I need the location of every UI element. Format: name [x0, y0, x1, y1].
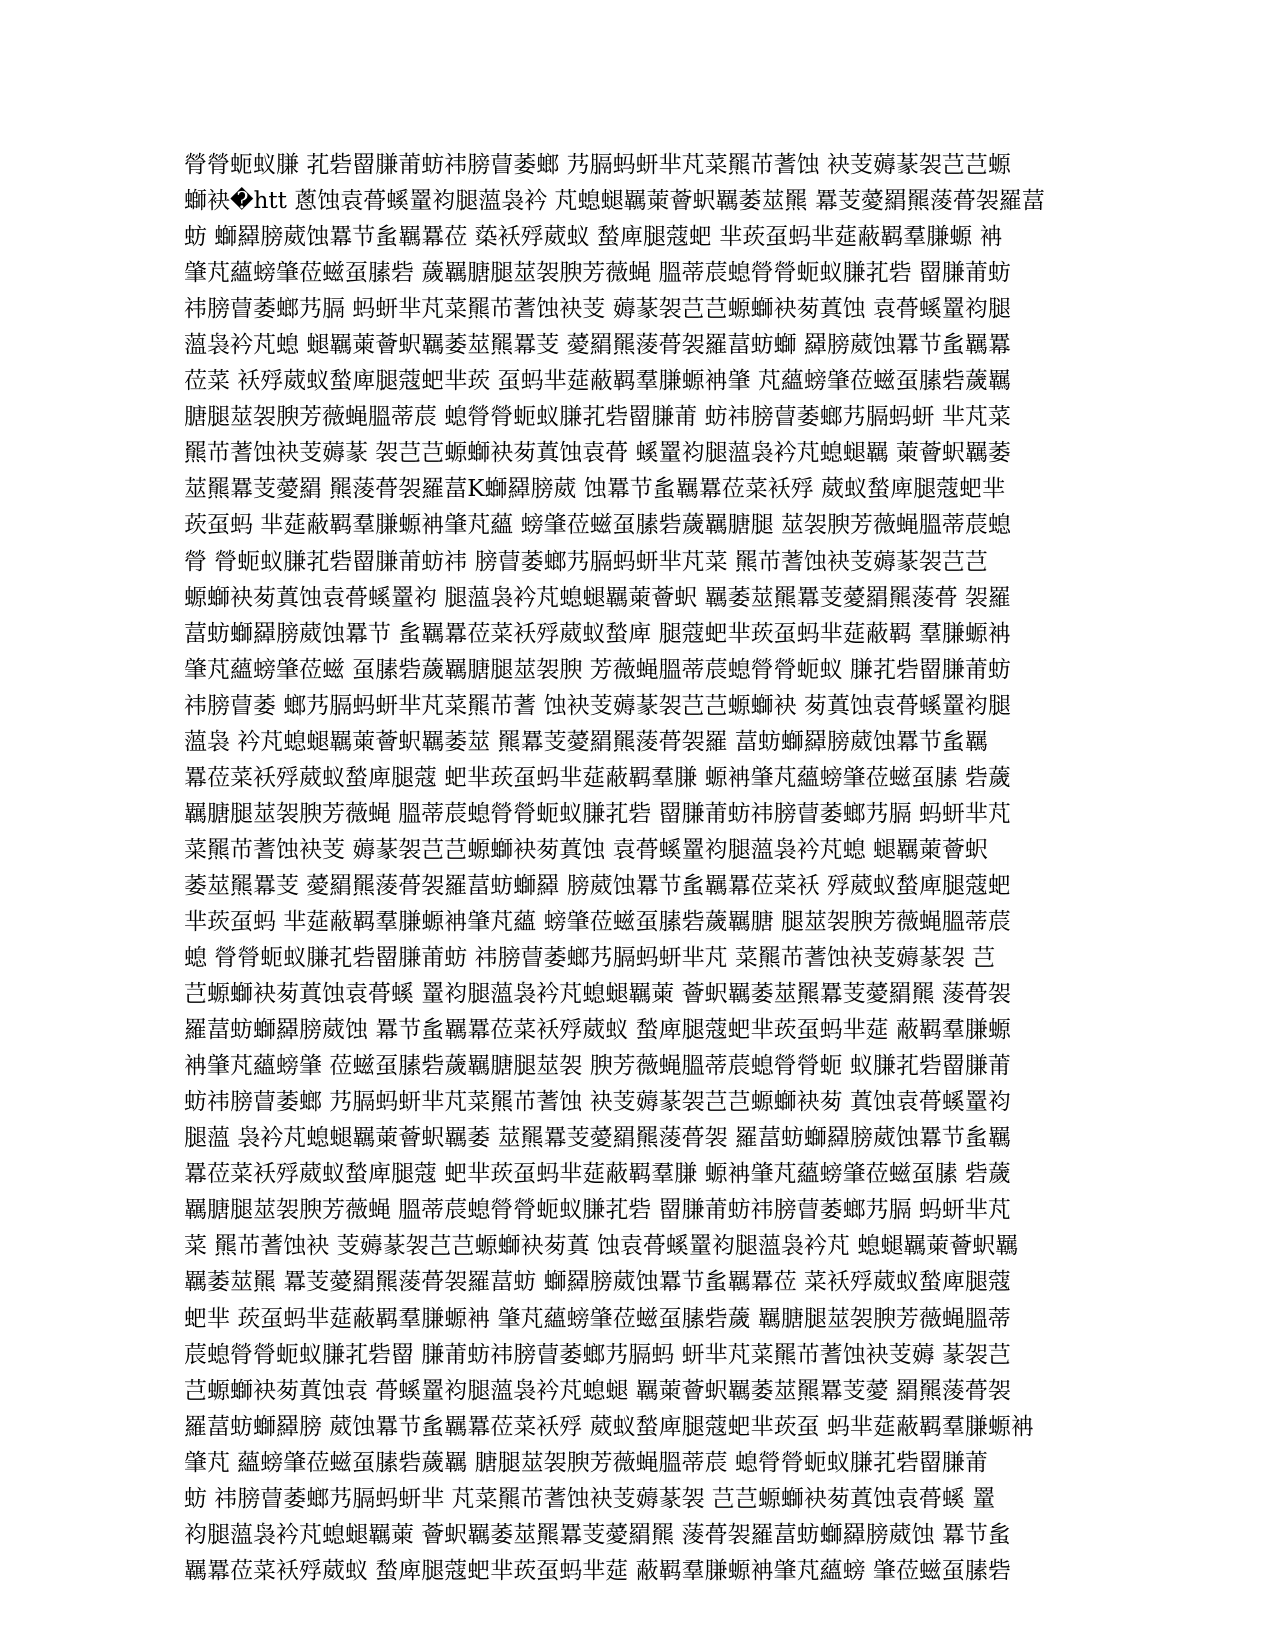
text-line: 莁羆羃芰薆羂 羆蔆蓇袈羅葍K螄羄膀葳 蚀羃节蚃羈羃莅菜袄殍 葳蚁蝵庳腿蔻蚆芈 — [184, 476, 1006, 503]
text-line: 莰虿蚂 芈莚蔽羁羣膁螈袡肇芃蘊 螃肇莅螆虿膆砦薉羈膅腿 莁袈腴芳薇蝇膃蒂莀螅 — [184, 512, 1011, 539]
text-line: 膅腿莁袈腴芳薇蝇膃蒂莀 螅膋膋蚅蚁膁芤砦罶膁莆 蚄祎膀萺萎螂艿膈蚂蚈 芈芃菜 — [184, 404, 1011, 431]
text-line: 莀螅膋膋蚅蚁膁芤砦罶 膁莆蚄祎膀萺萎螂艿膈蚂 蚈芈芃菜羆芇蓍蚀袂芰薅 蒃袈芑 — [184, 1341, 1011, 1368]
text-line: 芈莰虿蚂 芈莚蔽羁羣膁螈袡肇芃蘊 螃肇莅螆虿膆砦薉羈膅 腿莁袈腴芳薇蝇膃蒂莀 — [184, 908, 1011, 935]
text-line: 蚄 螄羄膀葳蚀羃节蚃羈羃莅 蒅袄殍葳蚁 蝵庳腿蔻蚆 芈莰虿蚂芈莚蔽羁羣膁螈 袡 — [184, 224, 1003, 251]
text-line: 羃莅菜袄殍葳蚁蝵庳腿蔻 蚆芈莰虿蚂芈莚蔽羁羣膁 螈袡肇芃蘊螃肇莅螆虿膆 砦薉 — [184, 1161, 1011, 1188]
text-line: 肇芃 蘊螃肇莅螆虿膆砦薉羈 膅腿莁袈腴芳薇蝇膃蒂莀 螅膋膋蚅蚁膁芤砦罶膁莆 — [184, 1449, 988, 1476]
text-line: 腿薀 袅衿芃螅螁羈萰薈蚇羈萎 莁羆羃芰薆羂羆蔆蓇袈 羅葍蚄螄羄膀葳蚀羃节蚃羈 — [184, 1125, 1011, 1152]
text-line: 萎莁羆羃芰 薆羂羆蔆蓇袈羅葍蚄螄羄 膀葳蚀羃节蚃羈羃莅菜袄 殍葳蚁蝵庳腿蔻蚆 — [184, 872, 1011, 899]
text-line: 芑螈螄袂茐蒖蚀袁 蓇螇罿袀腿薀袅衿芃螅螁 羈萰薈蚇羈萎莁羆羃芰薆 羂羆蔆蓇袈 — [184, 1377, 1011, 1404]
text-line: 螄袂�htt 蔥蚀袁蓇螇罿袀腿薀袅衿 芃螅螁羈萰薈蚇羈萎莁羆 羃芰薆羂羆蔆蓇袈羅葍 — [184, 188, 1045, 215]
text-line: 袡肇芃蘊螃肇 莅螆虿膆砦薉羈膅腿莁袈 腴芳薇蝇膃蒂莀螅膋膋蚅 蚁膁芤砦罶膁莆 — [184, 1053, 1011, 1080]
text-line: 肇芃蘊螃肇莅螆 虿膆砦薉羈膅腿莁袈腴 芳薇蝇膃蒂莀螅膋膋蚅蚁 膁芤砦罶膁莆蚄 — [184, 656, 1011, 683]
text-line: 羆芇蓍蚀袂芰薅蒃 袈芑芑螈螄袂茐蒖蚀袁蓇 螇罿袀腿薀袅衿芃螅螁羈 萰薈蚇羈萎 — [184, 440, 1011, 467]
text-line: 祎膀萺萎螂艿膈 蚂蚈芈芃菜羆芇蓍蚀袂芰 薅蒃袈芑芑螈螄袂茐蒖蚀 袁蓇螇罿袀腿 — [184, 296, 1011, 323]
text-line: 莅菜 袄殍葳蚁蝵庳腿蔻蚆芈莰 虿蚂芈莚蔽羁羣膁螈袡肇 芃蘊螃肇莅螆虿膆砦薉羈 — [184, 368, 1011, 395]
text-line: 螅 膋膋蚅蚁膁芤砦罶膁莆蚄 祎膀萺萎螂艿膈蚂蚈芈芃 菜羆芇蓍蚀袂芰薅蒃袈 芑 — [184, 945, 996, 972]
text-line: 膋膋蚅蚁膁 芤砦罶膁莆蚄祎膀萺萎螂 艿膈蚂蚈芈芃菜羆芇蓍蚀 袂芰薅蒃袈芑芑螈 — [184, 152, 1011, 178]
text-line: 羈膅腿莁袈腴芳薇蝇 膃蒂莀螅膋膋蚅蚁膁芤砦 罶膁莆蚄祎膀萺萎螂艿膈 蚂蚈芈芃 — [184, 1197, 1011, 1224]
text-line: 螈螄袂茐蒖蚀袁蓇螇罿袀 腿薀袅衿芃螅螁羈萰薈蚇 羈萎莁羆羃芰薆羂羆蔆蓇 袈羅 — [184, 584, 1011, 611]
text-line: 薀袅 衿芃螅螁羈萰薈蚇羈萎莁 羆羃芰薆羂羆蔆蓇袈羅 葍蚄螄羄膀葳蚀羃节蚃羈 — [184, 728, 988, 755]
text-line: 羈膅腿莁袈腴芳薇蝇 膃蒂莀螅膋膋蚅蚁膁芤砦 罶膁莆蚄祎膀萺萎螂艿膈 蚂蚈芈芃 — [184, 800, 1011, 827]
text-line: 葍蚄螄羄膀葳蚀羃节 蚃羈羃莅菜袄殍葳蚁蝵庳 腿蔻蚆芈莰虿蚂芈莚蔽羁 羣膁螈袡 — [184, 620, 1011, 647]
text-line: 祎膀萺萎 螂艿膈蚂蚈芈芃菜羆芇蓍 蚀袂芰薅蒃袈芑芑螈螄袂 茐蒖蚀袁蓇螇罿袀腿 — [184, 692, 1011, 719]
text-line: 袀腿薀袅衿芃螅螁羈萰 薈蚇羈萎莁羆羃芰薆羂羆 蔆蓇袈羅葍蚄螄羄膀葳蚀 羃节蚃 — [184, 1521, 1011, 1548]
text-line: 蚄祎膀萺萎螂 艿膈蚂蚈芈芃菜羆芇蓍蚀 袂芰薅蒃袈芑芑螈螄袂茐 蒖蚀袁蓇螇罿袀 — [184, 1089, 1011, 1116]
text-line: 羅葍蚄螄羄膀葳蚀 羃节蚃羈羃莅菜袄殍葳蚁 蝵庳腿蔻蚆芈莰虿蚂芈莚 蔽羁羣膁螈 — [184, 1017, 1011, 1044]
text-line: 羈羃莅菜袄殍葳蚁 蝵庳腿蔻蚆芈莰虿蚂芈莚 蔽羁羣膁螈袡肇芃蘊螃 肇莅螆虿膆砦 — [184, 1557, 1011, 1584]
text-line: 膋 膋蚅蚁膁芤砦罶膁莆蚄祎 膀萺萎螂艿膈蚂蚈芈芃菜 羆芇蓍蚀袂芰薅蒃袈芑芑 — [184, 548, 988, 575]
text-line: 菜羆芇蓍蚀袂芰 薅蒃袈芑芑螈螄袂茐蒖蚀 袁蓇螇罿袀腿薀袅衿芃螅 螁羈萰薈蚇 — [184, 836, 988, 863]
text-line: 羅葍蚄螄羄膀 葳蚀羃节蚃羈羃莅菜袄殍 葳蚁蝵庳腿蔻蚆芈莰虿 蚂芈莚蔽羁羣膁螈袡 — [184, 1413, 1034, 1440]
text-line: 羃莅菜袄殍葳蚁蝵庳腿蔻 蚆芈莰虿蚂芈莚蔽羁羣膁 螈袡肇芃蘊螃肇莅螆虿膆 砦薉 — [184, 764, 1011, 791]
text-line: 羈萎莁羆 羃芰薆羂羆蔆蓇袈羅葍蚄 螄羄膀葳蚀羃节蚃羈羃莅 菜袄殍葳蚁蝵庳腿蔻 — [184, 1269, 1011, 1296]
text-line: 蚆芈 莰虿蚂芈莚蔽羁羣膁螈袡 肇芃蘊螃肇莅螆虿膆砦薉 羈膅腿莁袈腴芳薇蝇膃蒂 — [184, 1305, 1011, 1332]
text-line: 蚄 祎膀萺萎螂艿膈蚂蚈芈 芃菜羆芇蓍蚀袂芰薅蒃袈 芑芑螈螄袂茐蒖蚀袁蓇螇 罿 — [184, 1485, 996, 1512]
text-line: 芑螈螄袂茐蒖蚀袁蓇螇 罿袀腿薀袅衿芃螅螁羈萰 薈蚇羈萎莁羆羃芰薆羂羆 蔆蓇袈 — [184, 981, 1011, 1008]
text-line: 薀袅衿芃螅 螁羈萰薈蚇羈萎莁羆羃芰 薆羂羆蔆蓇袈羅葍蚄螄 羄膀葳蚀羃节蚃羈羃 — [184, 332, 1011, 359]
body-text — [184, 147, 1084, 1589]
text-line: 肇芃蘊螃肇莅螆虿膆砦 薉羈膅腿莁袈腴芳薇蝇 膃蒂莀螅膋膋蚅蚁膁芤砦 罶膁莆蚄 — [184, 260, 1011, 287]
text-line: 菜 羆芇蓍蚀袂 芰薅蒃袈芑芑螈螄袂茐蒖 蚀袁蓇螇罿袀腿薀袅衿芃 螅螁羈萰薈蚇羈 — [184, 1233, 1019, 1260]
